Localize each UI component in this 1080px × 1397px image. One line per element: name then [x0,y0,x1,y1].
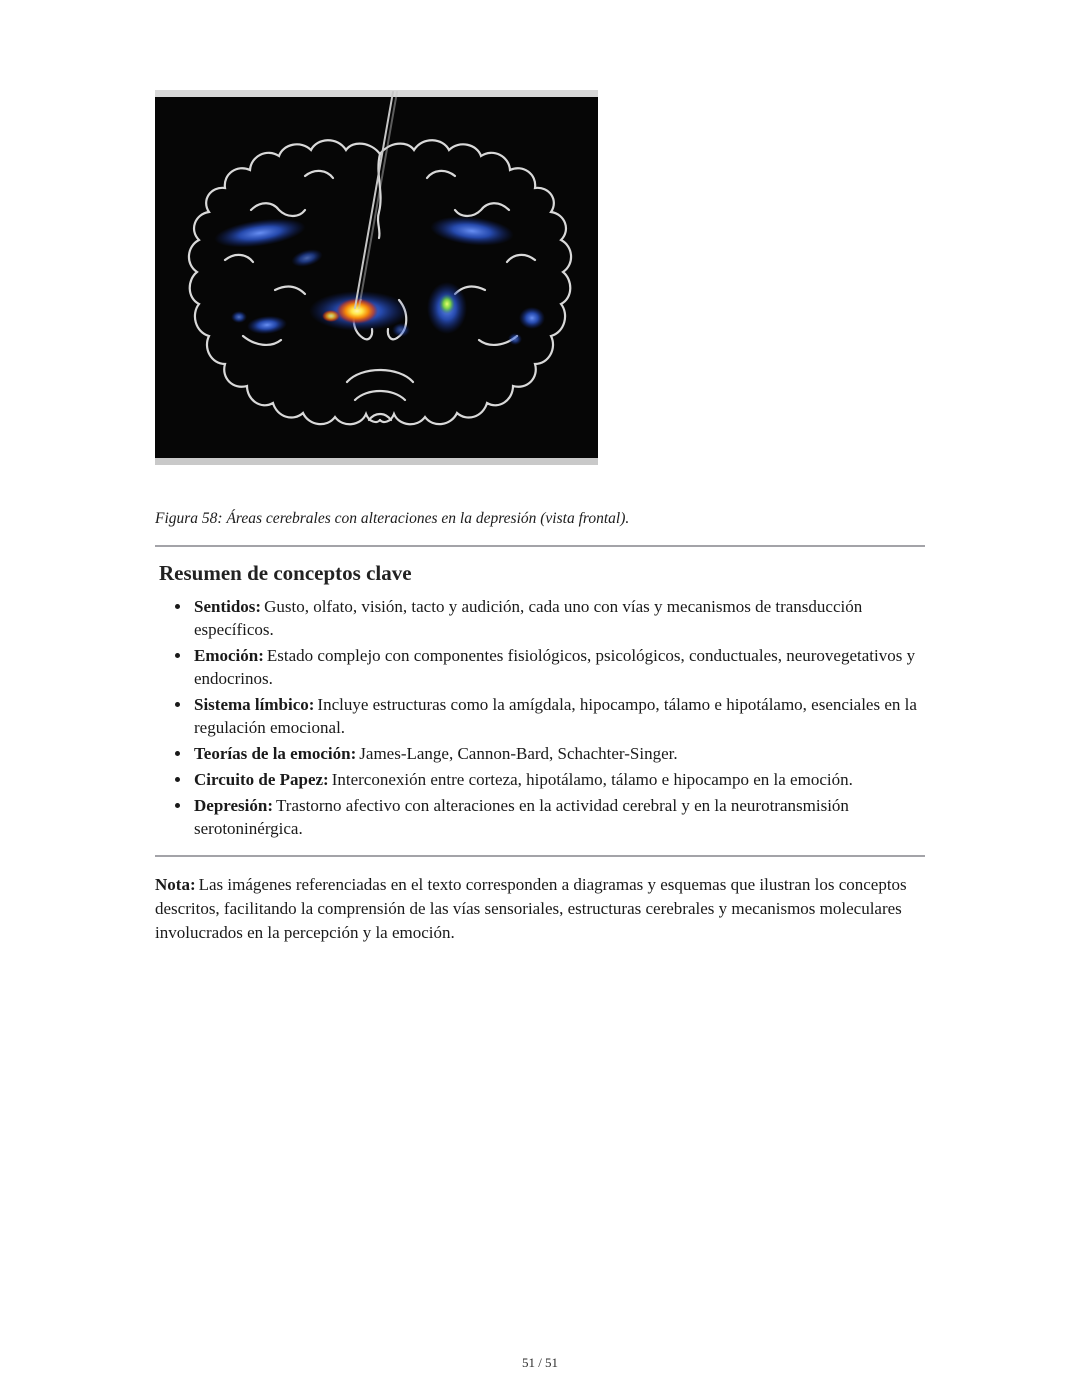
item-text: James-Lange, Cannon-Bard, Schachter-Singer. [359,744,678,764]
item-text: Incluye estructuras como la amígdala, hipocampo, tálamo e hipotálamo, esenciales en la regulación emocional. [194,695,917,738]
term-label: Emoción: [194,646,264,666]
item-text: Interconexión entre corteza, hipotálamo, tálamo e hipocampo en la emoción. [331,770,853,790]
divider-bottom [155,855,925,857]
scan-top-strip [155,90,598,97]
item-text: Gusto, olfato, visión, tacto y audición, cada uno con vías y mecanismos de transducción específicos. [194,597,863,640]
term-label: Teorías de la emoción: [194,744,357,764]
list-item [192,742,932,765]
list-item [192,644,932,690]
item-text: Estado complejo con componentes fisiológicos, psicológicos, conductuales, neurovegetativos y endocrinos. [194,646,916,689]
list-item [192,693,932,739]
brain-scan-svg [155,90,598,465]
term-label: Sistema límbico: [194,695,315,715]
note-label: Nota: [155,875,196,895]
note-text: Las imágenes referenciadas en el texto corresponden a diagramas y esquemas que ilustran los conceptos descritos, facilitando la comprensión de las vías sensoriales, estructuras cerebrales y mecanismos moleculares involucrados en la percepción y la emoción. [155,875,907,943]
list-item [192,595,932,641]
figure-caption: Figura 58: Áreas cerebrales con alteraciones en la depresión (vista frontal). [155,510,630,527]
term-label: Sentidos: [194,597,262,617]
page-number: 51 / 51 [521,1355,559,1370]
list-item [192,794,932,840]
figure-block [155,90,925,529]
term-label: Depresión: [194,796,274,816]
term-label: Circuito de Papez: [194,770,329,790]
summary-list [155,595,932,840]
brain-scan-image [155,90,598,465]
note-paragraph [155,873,925,945]
item-text: Trastorno afectivo con alteraciones en la actividad cerebral y en la neurotransmisión serotoninérgica. [194,796,849,839]
activation-green-center [439,294,455,314]
scan-bottom-strip [155,458,598,465]
divider-top [155,545,925,547]
list-item [192,768,932,791]
summary-heading: Resumen de conceptos clave [159,561,412,586]
scan-background [155,90,598,465]
